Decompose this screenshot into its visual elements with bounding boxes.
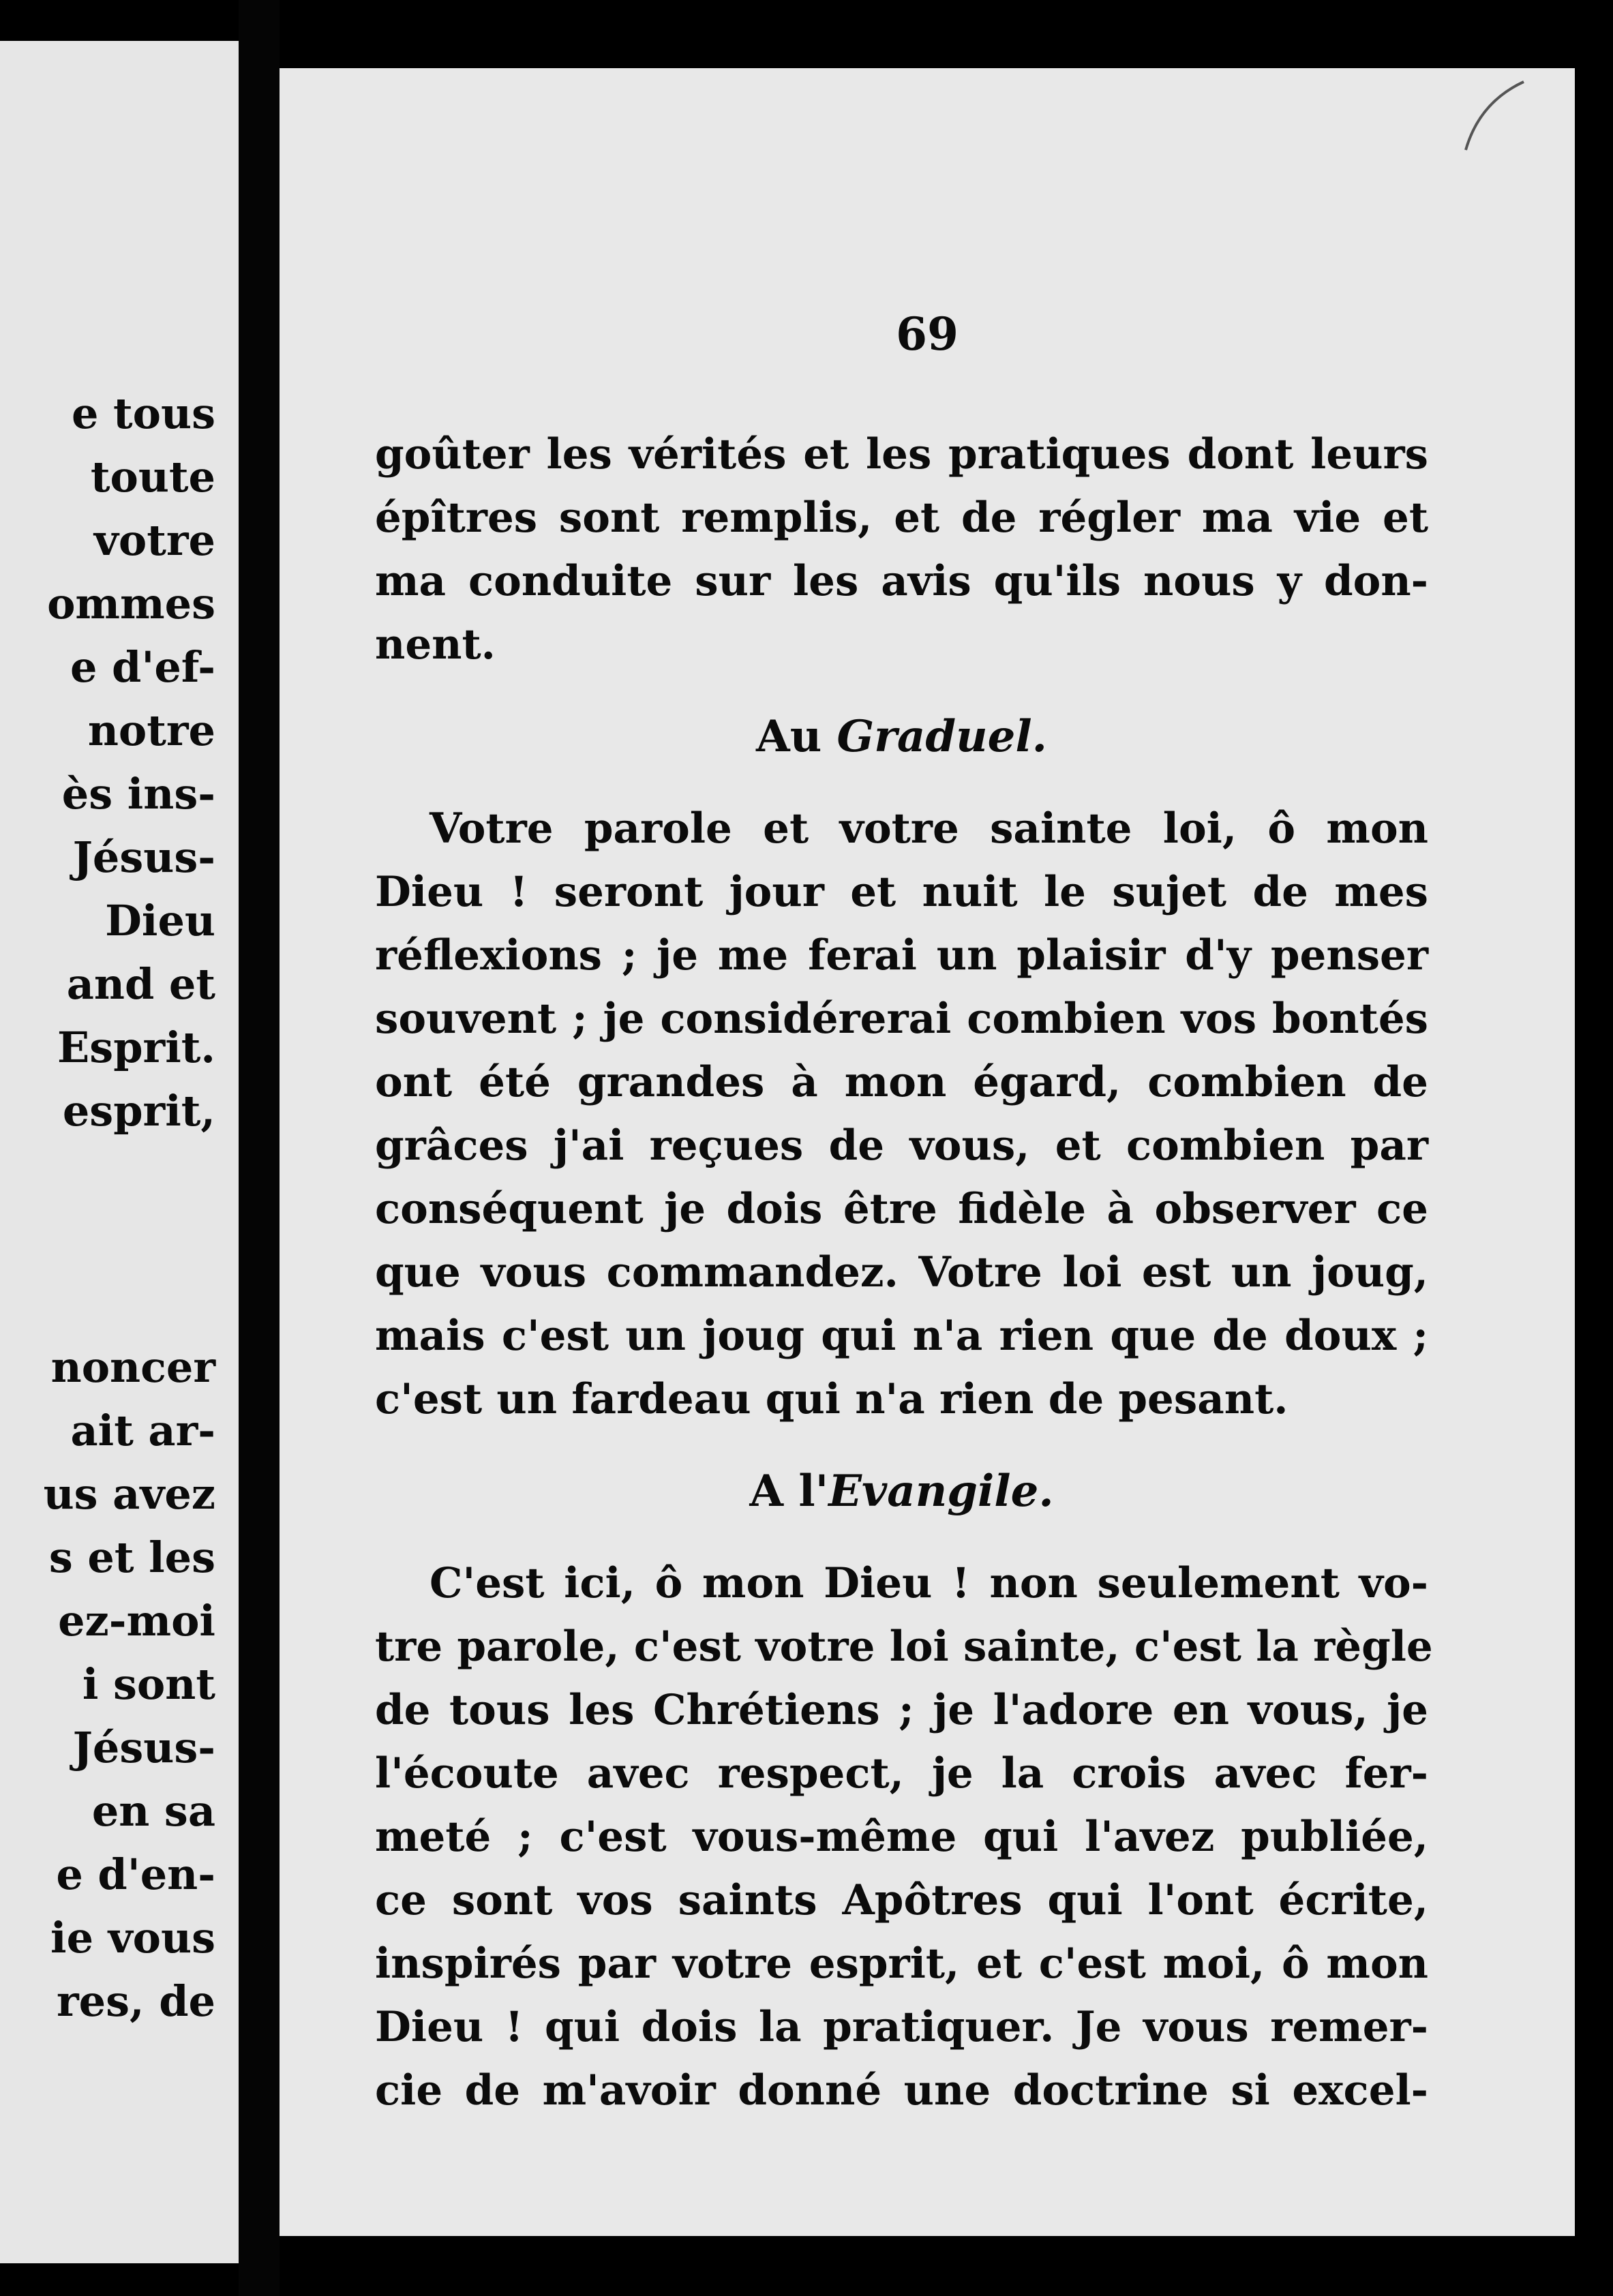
text-line: meté ; c'est vous-même qui l'avez publiée, (375, 1813, 1428, 1861)
text-line: de tous les Chrétiens ; je l'adore en vous, je (375, 1686, 1428, 1734)
text-line: l'écoute avec respect, je la crois avec fer- (375, 1749, 1428, 1798)
section-heading-evangile (375, 1460, 1428, 1523)
left-line: notre (87, 706, 215, 755)
text-line: tre parole, c'est votre loi sainte, c'est la règle (375, 1622, 1433, 1671)
text-line: ma conduite sur les avis qu'ils nous y don- (375, 557, 1428, 605)
left-line: Dieu (105, 896, 215, 946)
text-line: c'est un fardeau qui n'a rien de pesant. (375, 1375, 1288, 1423)
text-line: grâces j'ai reçues de vous, et combien par (375, 1121, 1428, 1170)
heading-title: Graduel. (836, 711, 1047, 762)
left-line: res, de (57, 1976, 215, 2026)
text-line: que vous commandez. Votre loi est un joug, (375, 1248, 1428, 1297)
left-page-gap (0, 1143, 215, 1335)
left-line: ie vous (50, 1913, 215, 1963)
pencil-mark-icon (1452, 75, 1534, 157)
left-line: e d'en- (56, 1849, 215, 1899)
left-line: en sa (91, 1786, 215, 1836)
left-line: toute (90, 452, 215, 502)
left-line: votre (93, 515, 215, 565)
left-line: e d'ef- (70, 642, 215, 692)
text-line: C'est ici, ô mon Dieu ! non seulement vo- (429, 1559, 1428, 1607)
text-line: goûter les vérités et les pratiques dont leurs (375, 430, 1428, 479)
text-line: cie de m'avoir donné une doctrine si excel- (375, 2066, 1428, 2115)
left-line: i sont (82, 1659, 215, 1709)
text-line: inspirés par votre esprit, et c'est moi, ô mon (375, 1939, 1428, 1988)
text-line: mais c'est un joug qui n'a rien que de doux ; (375, 1312, 1428, 1360)
left-line: ommes (47, 579, 215, 629)
left-line: Esprit. (57, 1023, 215, 1072)
left-line: us avez (43, 1469, 215, 1519)
text-line: ont été grandes à mon égard, combien de (375, 1058, 1428, 1106)
left-line: ès ins- (61, 769, 215, 819)
text-line: nent. (375, 620, 496, 669)
text-line: épîtres sont remplis, et de régler ma vie et (375, 494, 1428, 542)
heading-prefix: A l' (749, 1466, 829, 1517)
left-line: Jésus- (72, 832, 215, 882)
heading-title: Evangile. (828, 1466, 1054, 1517)
left-line: noncer (50, 1342, 215, 1392)
text-line: Votre parole et votre sainte loi, ô mon (429, 804, 1428, 853)
section-heading-graduel (375, 705, 1428, 768)
text-line: réflexions ; je me ferai un plaisir d'y penser (375, 931, 1428, 980)
book-gutter (239, 0, 280, 2296)
text-line: ce sont vos saints Apôtres qui l'ont écrite, (375, 1876, 1428, 1924)
text-line: Dieu ! seront jour et nuit le sujet de mes (375, 868, 1428, 916)
left-line: e tous (71, 389, 215, 438)
left-line: s et les (48, 1532, 215, 1582)
left-line: ez-moi (58, 1596, 215, 1646)
left-page-fragment (0, 41, 239, 2263)
page-number: 69 (896, 307, 959, 361)
text-line: conséquent je dois être fidèle à observer ce (375, 1185, 1428, 1233)
left-line: Jésus- (72, 1723, 215, 1772)
left-page-text (0, 382, 215, 2033)
page-body (375, 423, 1433, 2122)
left-line: esprit, (62, 1086, 215, 1136)
heading-prefix: Au (756, 711, 837, 762)
left-line: ait ar- (70, 1406, 215, 1455)
right-page (280, 68, 1575, 2236)
left-line: and et (66, 959, 215, 1009)
text-line: souvent ; je considérerai combien vos bontés (375, 995, 1428, 1043)
text-line: Dieu ! qui dois la pratiquer. Je vous remer- (375, 2003, 1428, 2051)
